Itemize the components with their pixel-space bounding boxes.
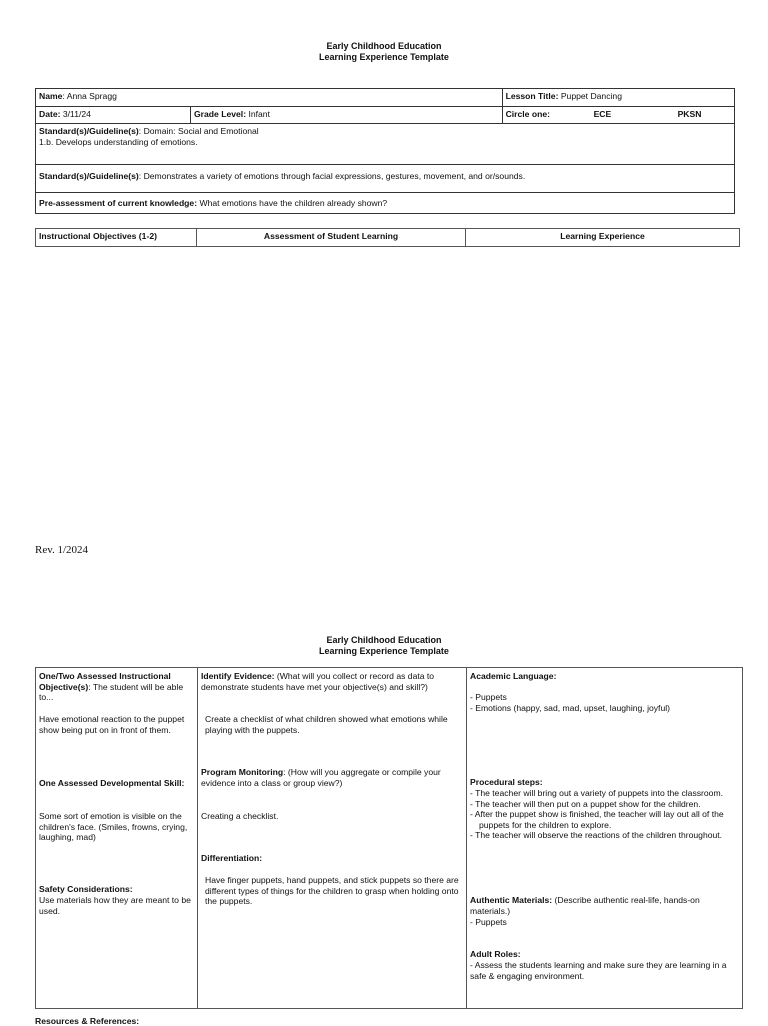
differentiation-text: Have finger puppets, hand puppets, and stick puppets so there are different types of things for the children to grasp when holding onto the puppets. (205, 875, 459, 906)
revision-note: Rev. 1/2024 (35, 544, 89, 556)
academic-language-list (470, 692, 739, 713)
page2-title-line2: Learning Experience Template (319, 646, 449, 656)
standard1-domain: : Domain: Social and Emotional (138, 126, 259, 136)
procedural-steps-list (470, 788, 739, 841)
adult-roles-label: Adult Roles: (470, 949, 521, 959)
differentiation-label: Differentiation: (201, 853, 263, 863)
standard2-value: : Demonstrates a variety of emotions through facial expressions, gestures, movement, and or/sounds. (138, 171, 526, 181)
identify-evidence-label: Identify Evidence: (201, 671, 275, 681)
authentic-materials-item: - Puppets (470, 917, 507, 927)
procedural-step: - The teacher will then put on a puppet show for the children. (470, 798, 701, 809)
grade-level-value: Infant (246, 109, 270, 119)
pre-assessment-cell (36, 193, 735, 214)
procedural-steps-label: Procedural steps: (470, 777, 543, 787)
date-label: Date: (39, 109, 61, 119)
objectives-header-instructional: Instructional Objectives (1-2) (36, 229, 197, 247)
page1-title-line1: Early Childhood Education (326, 41, 442, 51)
assessment-column (198, 668, 467, 1008)
learning-experience-column (467, 668, 742, 1008)
name-value: : Anna Spragg (62, 91, 117, 101)
identify-evidence-block (201, 671, 463, 692)
program-monitoring-prompt: : (How will you aggregate or compile your evidence into a class or group view?) (201, 767, 441, 788)
grade-level-label: Grade Level: (194, 109, 247, 119)
objectives-header-table (35, 228, 740, 247)
program-monitoring-text: Creating a checklist. (201, 811, 279, 821)
name-cell (36, 89, 503, 107)
objective-label: One/Two Assessed Instructional Objective(s) (39, 671, 171, 692)
lesson-header-table (35, 88, 735, 214)
standard1-guideline: 1.b. Develops understanding of emotions. (39, 136, 198, 147)
adult-roles-text: - Assess the students learning and make sure they are learning in a safe & engaging environment. (470, 960, 727, 981)
authentic-materials-label: Authentic Materials: (470, 895, 553, 905)
objectives-column (36, 668, 198, 1008)
date-value: 3/11/24 (60, 109, 91, 119)
page2-title-line1: Early Childhood Education (326, 635, 442, 645)
objective-block (39, 671, 194, 703)
safety-text: Use materials how they are meant to be used. (39, 895, 191, 916)
circle-one-label: Circle one: (505, 109, 550, 119)
standard2-cell (36, 165, 735, 193)
standard1-cell (36, 124, 735, 165)
page1-title-line2: Learning Experience Template (319, 52, 449, 62)
procedural-step: - The teacher will observe the reactions of the children throughout. (470, 830, 723, 840)
objectives-header-learning-experience: Learning Experience (466, 229, 740, 247)
circle-option-pksn[interactable]: PKSN (677, 109, 702, 119)
page1-title (0, 41, 768, 63)
standard1-label: Standard(s)/Guideline(s) (39, 126, 139, 136)
developmental-skill-label: One Assessed Developmental Skill: (39, 778, 185, 788)
standard2-label: Standard(s)/Guideline(s) (39, 171, 139, 181)
grade-level-cell (191, 107, 503, 124)
authentic-materials-prompt: (Describe authentic real-life, hands-on materials.) (470, 895, 700, 916)
lesson-title-cell (502, 89, 734, 107)
academic-language-item: - Emotions (happy, sad, mad, upset, laughing, joyful) (470, 702, 670, 713)
academic-language-item: - Puppets (470, 692, 507, 702)
page2-title (0, 635, 768, 657)
lesson-title-label: Lesson Title: (505, 91, 559, 101)
developmental-skill-text: Some sort of emotion is visible on the children's face. (Smiles, frowns, crying, laughing, mad) (39, 811, 188, 842)
objectives-header-assessment: Assessment of Student Learning (197, 229, 466, 247)
identify-evidence-prompt: (What will you collect or record as data to demonstrate students have met your objective(s) and skill?) (201, 671, 435, 692)
academic-language-label: Academic Language: (470, 671, 557, 681)
pre-assessment-label: Pre-assessment of current knowledge: (39, 198, 198, 208)
program-monitoring-label: Program Monitoring (201, 767, 284, 777)
program-monitoring-block (201, 767, 463, 788)
authentic-materials-block (470, 895, 739, 916)
safety-label: Safety Considerations: (39, 884, 133, 894)
lesson-plan-table (35, 667, 743, 1009)
procedural-step: - After the puppet show is finished, the teacher will lay out all of the puppets for the children to explore. (470, 809, 724, 830)
objective-text: Have emotional reaction to the puppet show being put on in front of them. (39, 714, 185, 735)
resources-label: Resources & References: (35, 1016, 140, 1026)
date-cell (36, 107, 191, 124)
procedural-step: - The teacher will bring out a variety of puppets into the classroom. (470, 788, 724, 798)
pre-assessment-value: What emotions have the children already shown? (197, 198, 388, 208)
circle-one-cell (502, 107, 734, 124)
name-label: Name (39, 91, 63, 101)
identify-evidence-text: Create a checklist of what children showed what emotions while playing with the puppets. (205, 714, 448, 735)
circle-option-ece[interactable]: ECE (593, 109, 612, 119)
lesson-title-value: Puppet Dancing (558, 91, 622, 101)
objective-prompt: : The student will be able to... (39, 681, 184, 702)
